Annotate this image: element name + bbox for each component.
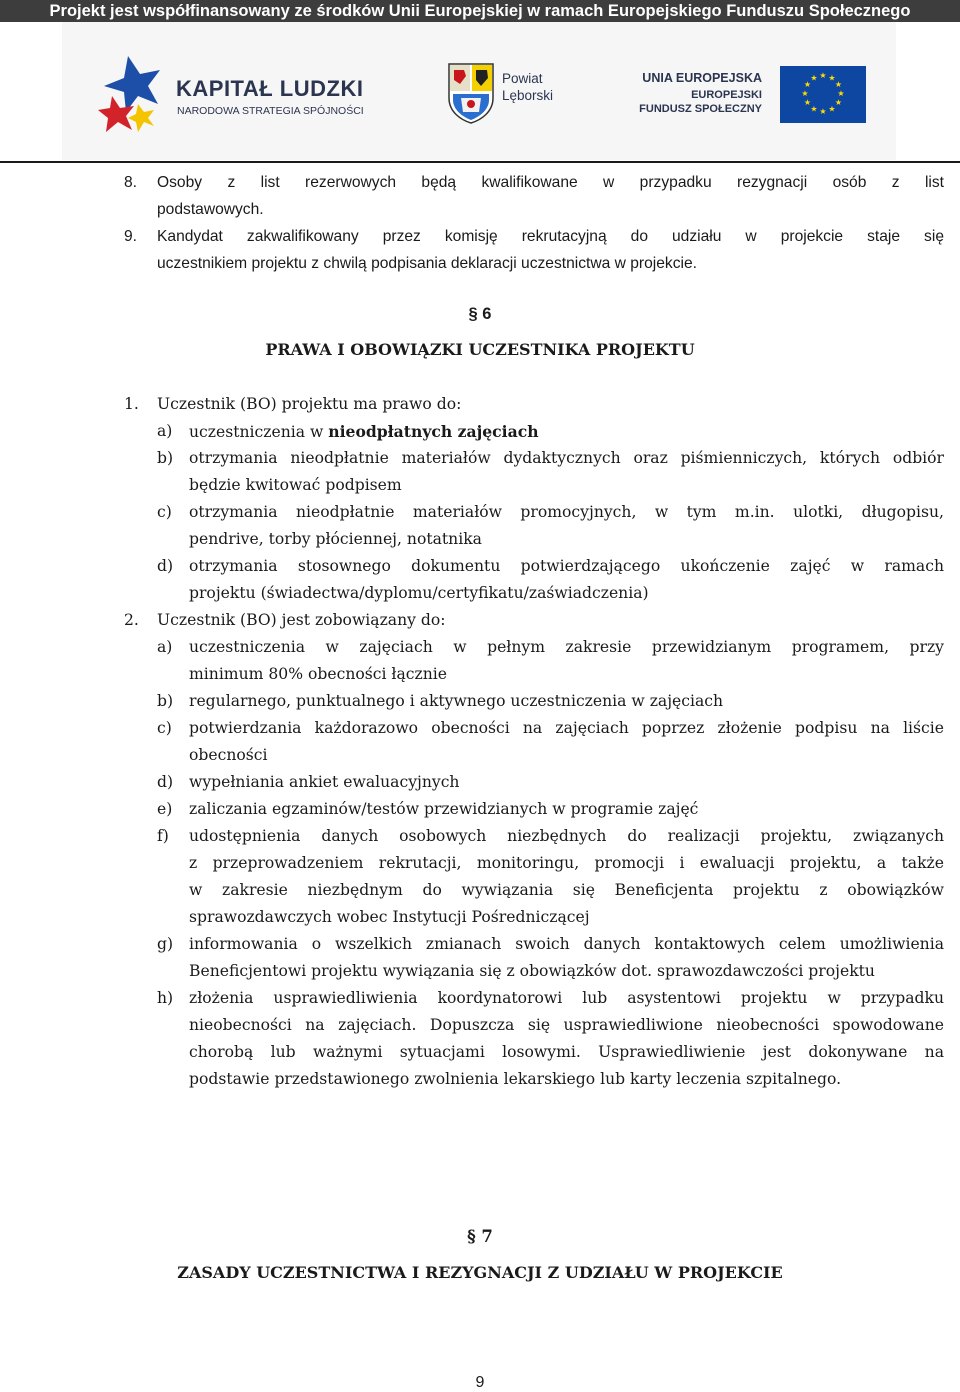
clause-2f-letter: f) xyxy=(157,827,169,845)
clause-2f-line-1: udostępnienia danych osobowych niezbędnych do realizacji projektu, związanych xyxy=(189,827,944,845)
clause-2g-line-1: informowania o wszelkich zmianach swoich danych kontaktowych celem umożliwienia xyxy=(189,935,944,953)
svg-text:★: ★ xyxy=(834,98,843,107)
section-7-title: ZASADY UCZESTNICTWA I REZYGNACJI Z UDZIAŁU W PROJEKCIE xyxy=(177,1263,783,1282)
clause-2e-line-1: zaliczania egzaminów/testów przewidzianych w programie zajęć xyxy=(189,800,699,818)
clause-2d-letter: d) xyxy=(157,773,174,791)
clause-1d-letter: d) xyxy=(157,557,174,575)
clause-2c-line-2: obecności xyxy=(189,746,268,764)
section-7-mark: § 7 xyxy=(467,1227,493,1246)
item-9-line-1: Kandydat zakwalifikowany przez komisję rekrutacyjną do udziału w projekcie staje się xyxy=(157,228,944,245)
clause-1c-line-2: pendrive, torby płóciennej, notatnika xyxy=(189,530,482,548)
clause-2c-line-1: potwierdzania każdorazowo obecności na zajęciach poprzez złożenie podpisu na liście xyxy=(189,719,944,737)
clause-1d-line-1: otrzymania stosownego dokumentu potwierdzającego ukończenie zajęć w ramach xyxy=(189,557,944,575)
clause-2h-letter: h) xyxy=(157,989,174,1007)
clause-2-number: 2. xyxy=(124,611,139,629)
clause-2b-letter: b) xyxy=(157,692,174,710)
item-8-line-1: Osoby z list rezerwowych będą kwalifikowane w przypadku rezygnacji osób z list xyxy=(157,174,944,191)
powiat-line-1: Powiat xyxy=(502,71,543,86)
powiat-line-2: Lęborski xyxy=(502,88,554,103)
kapital-ludzki-title: KAPITAŁ LUDZKI xyxy=(176,76,364,101)
svg-text:★: ★ xyxy=(837,89,845,98)
svg-text:★: ★ xyxy=(803,98,812,107)
clause-1a-pre: uczestniczenia w xyxy=(189,423,329,441)
clause-1c-letter: c) xyxy=(157,503,172,521)
kapital-ludzki-subtitle: NARODOWA STRATEGIA SPÓJNOŚCI xyxy=(177,105,364,117)
clause-2f-line-4: sprawozdawczych wobec Instytucji Pośredniczącej xyxy=(189,908,590,926)
svg-text:★: ★ xyxy=(834,80,843,89)
clause-2h-line-2: nieobecności na zajęciach. Dopuszcza się usprawiedliwione nieobecności spowodowane xyxy=(189,1016,944,1034)
powiat-name xyxy=(502,70,553,104)
eu-flag-icon xyxy=(780,66,866,123)
clause-2g-letter: g) xyxy=(157,935,174,953)
item-8-number: 8. xyxy=(124,174,138,191)
clause-2-text: Uczestnik (BO) jest zobowiązany do: xyxy=(157,611,446,629)
clause-1a-letter: a) xyxy=(157,422,173,440)
clause-2g-line-2: Beneficjentowi projektu wywiązania się z obowiązków dot. sprawozdawczości projektu xyxy=(189,962,875,980)
eu-stars-icon xyxy=(780,66,866,123)
svg-text:★: ★ xyxy=(810,104,818,114)
clause-2h-line-3: chorobą lub ważnymi sytuacjami losowymi. Usprawiedliwienie jest dokonywane na xyxy=(189,1043,944,1061)
section-6-mark: § 6 xyxy=(468,305,492,323)
clause-1c-line-1: otrzymania nieodpłatnie materiałów promocyjnych, w tym m.in. ulotki, długopisu, xyxy=(189,503,944,521)
header-divider xyxy=(0,161,960,163)
clause-1a-bold: nieodpłatnych zajęciach xyxy=(328,422,539,441)
svg-text:★: ★ xyxy=(828,104,836,114)
clause-1b-letter: b) xyxy=(157,449,174,467)
clause-2c-letter: c) xyxy=(157,719,172,737)
clause-1d-line-2: projektu (świadectwa/dyplomu/certyfikatu/zaświadczenia) xyxy=(189,584,649,602)
item-9-number: 9. xyxy=(124,228,138,245)
clause-1b-line-1: otrzymania nieodpłatnie materiałów dydaktycznych oraz piśmienniczych, których odbiór xyxy=(189,449,944,467)
svg-text:★: ★ xyxy=(810,73,818,83)
eu-line-1: UNIA EUROPEJSKA xyxy=(642,71,762,85)
clause-2a-line-2: minimum 80% obecności łącznie xyxy=(189,665,447,683)
svg-text:★: ★ xyxy=(819,71,827,80)
funding-statement: Projekt jest współfinansowany ze środków Unii Europejskiej w ramach Europejskiego Funduszu Społecznego xyxy=(0,0,960,22)
clause-2f-line-2: z przeprowadzeniem rekrutacji, monitoringu, promocji i ewaluacji projektu, a także xyxy=(189,854,944,872)
clause-2a-letter: a) xyxy=(157,638,173,656)
clause-2a-line-1: uczestniczenia w zajęciach w pełnym zakresie przewidzianym programem, przy xyxy=(189,638,944,656)
item-8-line-2: podstawowych. xyxy=(157,201,264,218)
clause-1-number: 1. xyxy=(124,395,139,413)
clause-2h-line-4: podstawie przedstawionego zwolnienia lekarskiego lub karty leczenia szpitalnego. xyxy=(189,1070,842,1088)
kapital-ludzki-emblem-icon xyxy=(98,52,172,138)
svg-text:★: ★ xyxy=(828,73,836,83)
page-number: 9 xyxy=(475,1374,485,1391)
clause-2d-line-1: wypełniania ankiet ewaluacyjnych xyxy=(189,773,460,791)
svg-text:★: ★ xyxy=(819,107,827,116)
section-6-title: PRAWA I OBOWIĄZKI UCZESTNIKA PROJEKTU xyxy=(265,340,695,359)
svg-text:★: ★ xyxy=(801,89,809,98)
clause-2f-line-3: w zakresie niezbędnym do wywiązania się Beneficjenta projektu z obowiązków xyxy=(189,881,944,899)
clause-2h-line-1: złożenia usprawiedliwienia koordynatorowi lub asystentowi projektu w przypadku xyxy=(189,989,944,1007)
clause-1b-line-2: będzie kwitować podpisem xyxy=(189,476,402,494)
eu-social-fund-logo xyxy=(639,62,872,128)
item-9-line-2: uczestnikiem projektu z chwilą podpisania deklaracji uczestnictwa w projekcie. xyxy=(157,255,697,272)
clause-2e-letter: e) xyxy=(157,800,173,818)
svg-text:★: ★ xyxy=(803,80,812,89)
kapital-ludzki-logo xyxy=(98,52,388,138)
clause-1a-text xyxy=(189,418,944,446)
clause-1-text: Uczestnik (BO) projektu ma prawo do: xyxy=(157,395,462,413)
eu-line-2: EUROPEJSKI xyxy=(691,89,762,101)
eu-line-3: FUNDUSZ SPOŁECZNY xyxy=(639,103,762,115)
clause-2b-line-1: regularnego, punktualnego i aktywnego uczestniczenia w zajęciach xyxy=(189,692,724,710)
powiat-coat-of-arms-icon xyxy=(447,62,495,124)
powiat-leborski-logo xyxy=(447,62,577,126)
